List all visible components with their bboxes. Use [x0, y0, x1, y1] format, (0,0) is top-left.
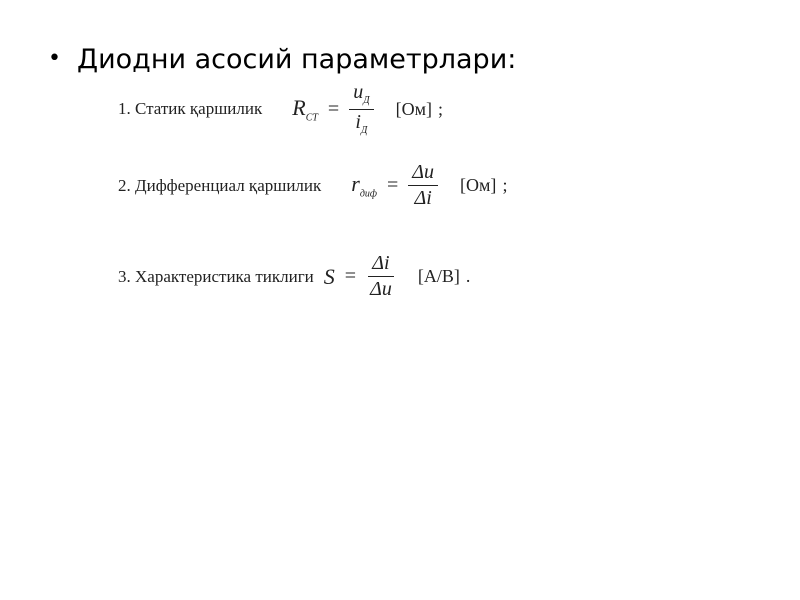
fraction-denominator: Δu: [370, 278, 392, 300]
formula-symbol: $r_{диф}$: [351, 171, 378, 200]
parameter-static-resistance: [118, 82, 443, 136]
punctuation: ;: [502, 175, 508, 195]
fraction-denominator: Δi: [414, 187, 432, 209]
bullet-dot-icon: •: [48, 46, 61, 71]
unit-label: [Ом]: [395, 98, 432, 119]
fraction-numerator: Δu: [408, 162, 438, 186]
unit-label: [Ом]: [460, 175, 497, 195]
parameter-differential-resistance: [118, 162, 507, 209]
formula-fraction: [408, 162, 438, 209]
fraction-denominator: i: [355, 110, 361, 133]
formula-fraction: [366, 253, 396, 300]
punctuation: .: [465, 266, 471, 286]
equals-sign: =: [327, 97, 340, 120]
parameter-label: 3. Характеристика тиклиги: [118, 266, 314, 286]
formula-symbol: S: [323, 263, 335, 289]
formula-symbol: $R_{СТ}$: [292, 94, 318, 124]
formula-fraction: $\frac{u_Д}{i_Д}$: [349, 82, 373, 136]
parameter-label: 1. Статик қаршилик: [118, 99, 263, 118]
unit-label: [А/В]: [417, 266, 460, 286]
fraction-numerator: u: [353, 81, 364, 103]
fraction-numerator: Δi: [368, 253, 393, 277]
bullet-text: Диодни асосий параметрлари:: [76, 44, 517, 75]
equals-sign: =: [387, 174, 399, 196]
equals-sign: =: [344, 265, 357, 287]
bullet-item: [48, 44, 516, 75]
parameter-characteristic-slope: [118, 253, 470, 300]
formula-image: [118, 76, 618, 314]
parameter-label: 2. Дифференциал қаршилик: [118, 175, 322, 195]
punctuation: ;: [437, 98, 443, 119]
